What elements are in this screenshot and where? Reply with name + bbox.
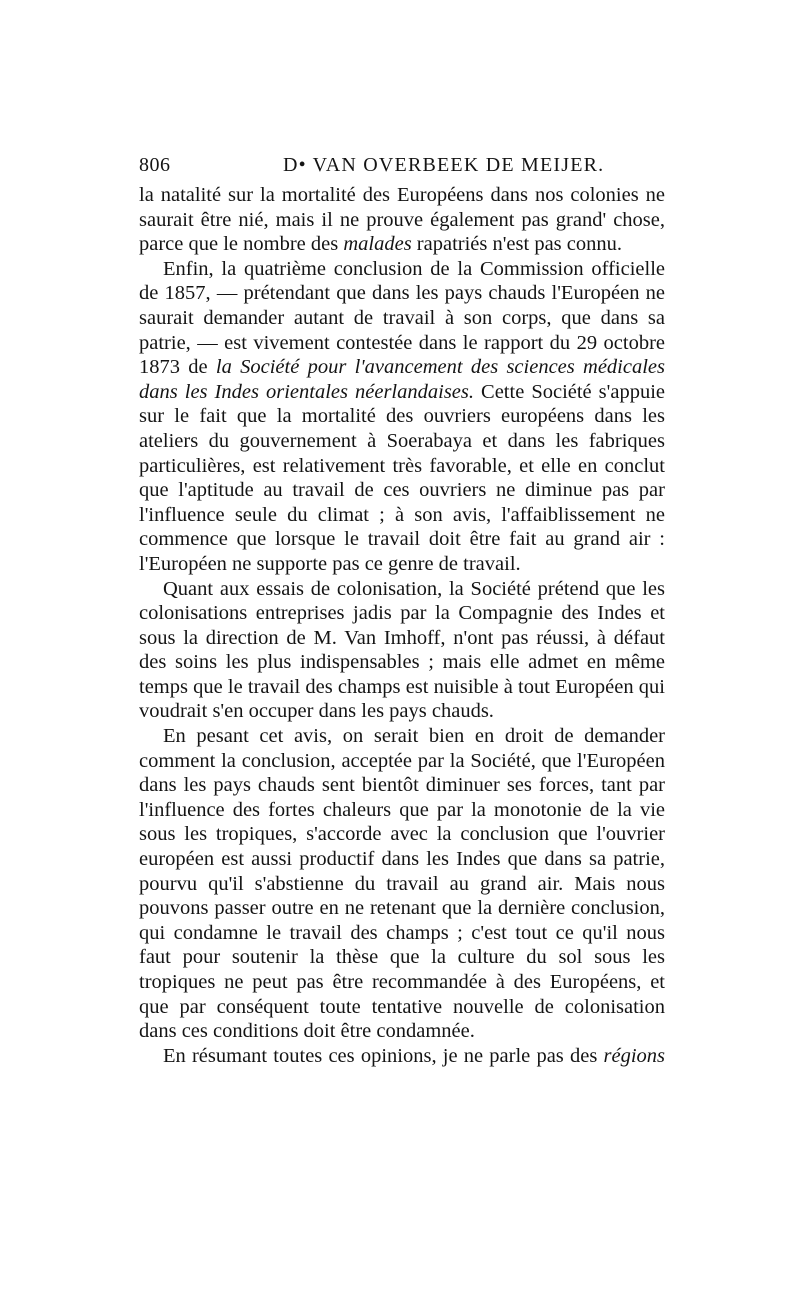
paragraph-1-italic: malades: [343, 233, 412, 256]
paragraph-3: Quant aux essais de colonisation, la Société prétend que les colonisations entreprises jadis par la Compagnie des Indes et sous la direction de M. Van Imhoff, n'ont pas réussi, à défaut des soins les plus indispensables ; mais elle admet en même temps que le travail des champs est nuisible à tout Européen qui voudrait s'en occuper dans les pays chauds.: [139, 577, 665, 723]
page-number: 806: [139, 154, 171, 176]
paragraph-1: [139, 183, 665, 257]
paragraph-5: [139, 1044, 665, 1069]
page-header: [139, 150, 665, 178]
paragraph-5-italic: régions: [603, 1044, 665, 1067]
paragraph-1-text: la natalité sur la mortalité des Européens dans nos colonies ne saurait être nié, mais il ne prouve également pas grand' chose, parce que le nombre des: [139, 184, 665, 256]
paragraph-2-italic: la Société pour l'avancement des sciences médicales dans les Indes orientales néerlandaises.: [139, 356, 665, 403]
paragraph-5-text: En résumant toutes ces opinions, je ne parle pas des: [163, 1044, 604, 1067]
paragraph-1-tail: rapatriés n'est pas connu.: [411, 233, 623, 256]
paragraph-2-text: Enfin, la quatrième conclusion de la Commission officielle de 1857, — prétendant que dans les pays chauds l'Européen ne saurait demander autant de travail à son corps, que dans sa patrie, — est vivement contestée dans le rapport du 29 octobre 1873 de: [139, 257, 665, 379]
paragraph-2-tail: Cette Société s'appuie sur le fait que la mortalité des ouvriers européens dans les ateliers du gouvernement à Soerabaya et dans les fabriques particulières, est relativement très favorable, et elle en conclut que l'aptitude au travail de ces ouvriers ne diminue pas par l'influence seule du climat ; à son avis, l'affaiblissement ne commence que lorsque le travail doit être fait au grand air : l'Européen ne supporte pas ce genre de travail.: [139, 380, 665, 575]
paragraph-2: [139, 257, 665, 577]
body-text: [139, 183, 665, 1068]
running-title: D• VAN OVERBEEK DE MEIJER.: [283, 154, 605, 176]
paragraph-4: En pesant cet avis, on serait bien en droit de demander comment la conclusion, acceptée par la Société, que l'Européen dans les pays chauds sent bientôt diminuer ses forces, tant par l'influence des fortes chaleurs que par la monotonie de la vie sous les tropiques, s'accorde avec la conclusion que l'ouvrier européen est aussi productif dans les Indes que dans sa patrie, pourvu qu'il s'abstienne du travail au grand air. Mais nous pouvons passer outre en ne retenant que la dernière conclusion, qui condamne le travail des champs ; c'est tout ce qu'il nous faut pour soutenir la thèse que la culture du sol sous les tropiques ne peut pas être recommandée à des Européens, et que par conséquent toute tentative nouvelle de colonisation dans ces conditions doit être condamnée.: [139, 725, 665, 1043]
